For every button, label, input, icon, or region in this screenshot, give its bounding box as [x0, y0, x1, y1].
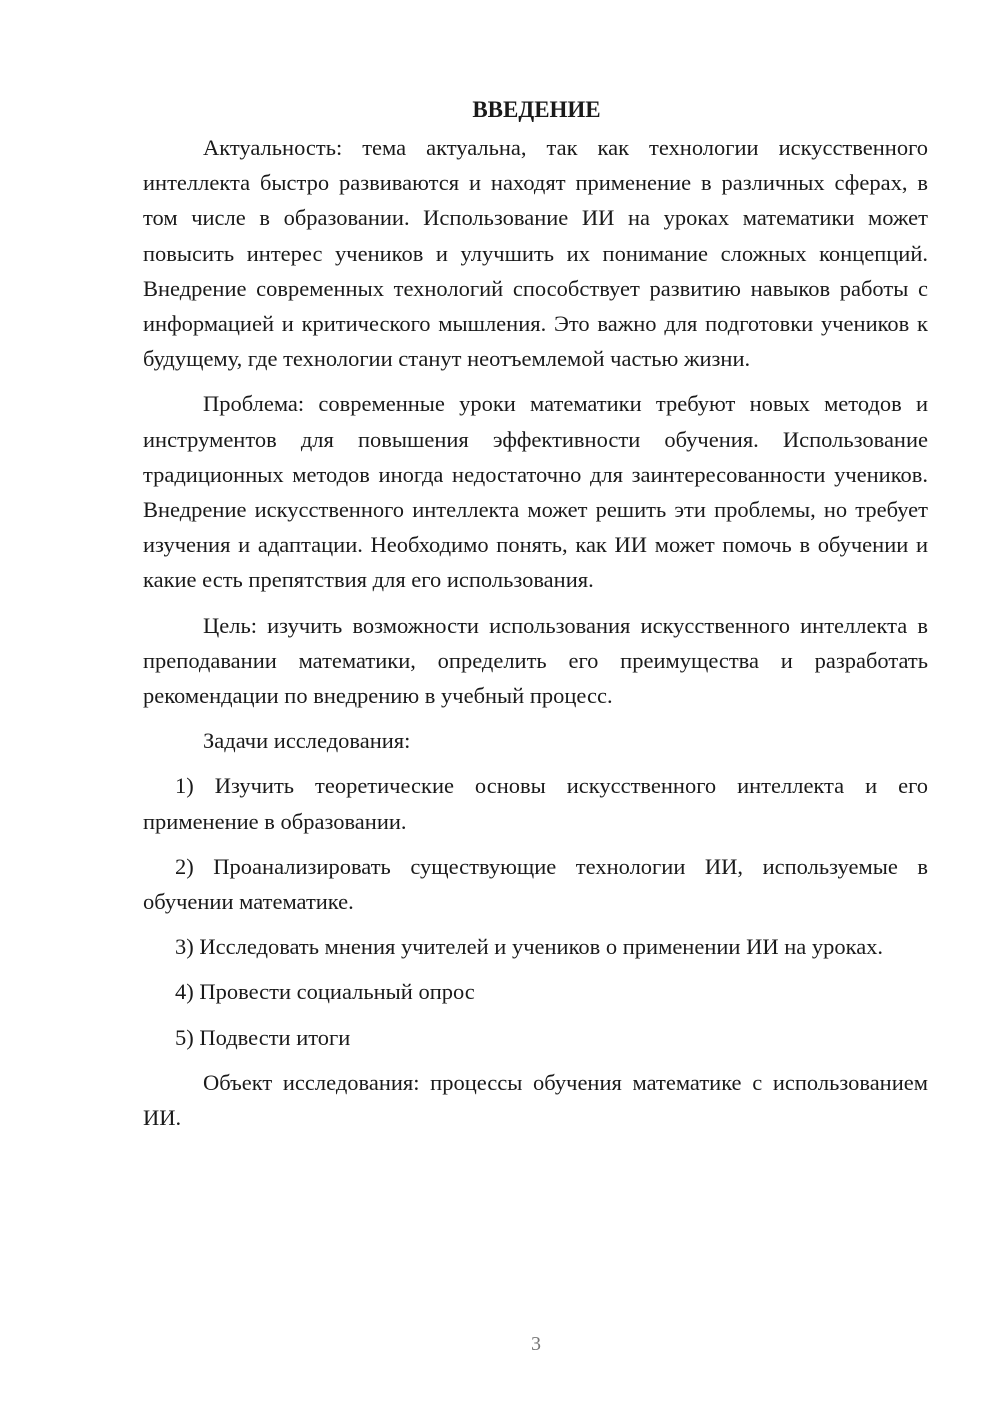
task-item: 1) Изучить теоретические основы искусственного интеллекта и его применение в образовании. — [143, 773, 928, 834]
problem-paragraph: Проблема: современные уроки математики требуют новых методов и инструментов для повышения эффективности обучения. Использование традиционных методов иногда недостаточно для заинтересованности учеников. Внедрение искусственного интеллекта может решить эти проблемы, но требует изучения и адаптации. Необходимо понять, как ИИ может помочь в обучении и какие есть препятствия для его использования. — [143, 391, 928, 593]
page-number: 3 — [531, 1333, 541, 1355]
document-page — [143, 92, 928, 1145]
relevance-paragraph: Актуальность: тема актуальна, так как технологии искусственного интеллекта быстро развиваются и находят применение в различных сферах, в том числе в образовании. Использование ИИ на уроках математики может повысить интерес учеников и улучшить их понимание сложных концепций. Внедрение современных технологий способствует развитию навыков работы с информацией и критического мышления. Это важно для подготовки учеников к будущему, где технологии станут неотъемлемой частью жизни. — [143, 135, 928, 372]
task-item: 3) Исследовать мнения учителей и учеников о применении ИИ на уроках. — [175, 934, 884, 960]
task-item: 2) Проанализировать существующие технологии ИИ, используемые в обучении математике. — [143, 853, 928, 915]
task-item: 5) Подвести итоги — [175, 1024, 351, 1050]
tasks-heading: Задачи исследования: — [203, 728, 411, 754]
object-paragraph: Объект исследования: процессы обучения математике с использованием ИИ. — [143, 1069, 928, 1131]
goal-paragraph: Цель: изучить возможности использования искусственного интеллекта в преподавании математики, определить его преимущества и разработать рекомендации по внедрению в учебный процесс. — [143, 612, 928, 709]
task-item: 4) Провести социальный опрос — [175, 979, 475, 1005]
section-heading: ВВЕДЕНИЕ — [472, 97, 601, 122]
